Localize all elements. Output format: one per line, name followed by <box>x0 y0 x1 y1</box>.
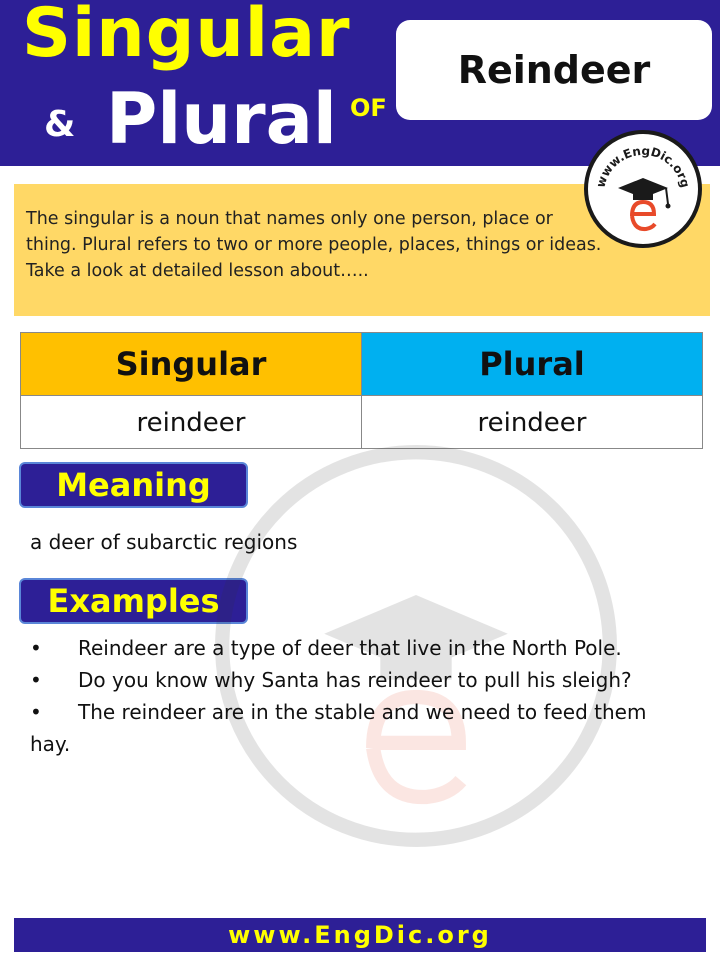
word-title: Reindeer <box>457 48 651 92</box>
title-plural: Plural <box>106 78 337 160</box>
meaning-text: a deer of subarctic regions <box>30 530 298 554</box>
example-text: Do you know why Santa has reindeer to pull his sleigh? <box>78 668 632 692</box>
examples-list <box>30 632 698 760</box>
intro-text: The singular is a noun that names only one person, place or thing. Plural refers to two or more people, places, things or ideas. Take a look at detailed lesson about….. <box>26 209 602 281</box>
example-text: Reindeer are a type of deer that live in the North Pole. <box>78 636 622 660</box>
logo-text: www.EngDic.org <box>593 143 693 190</box>
table-header-singular: Singular <box>21 333 362 395</box>
bullet: • <box>30 700 42 724</box>
list-item <box>30 664 698 696</box>
footer-url: www.EngDic.org <box>228 921 492 949</box>
bullet: • <box>30 636 42 660</box>
meaning-label-text: Meaning <box>56 466 211 504</box>
examples-label-text: Examples <box>47 582 220 620</box>
example-text: The reindeer are in the stable and we need to feed them <box>78 700 647 724</box>
title-ampersand: & <box>44 104 76 145</box>
example-continuation: hay. <box>30 732 71 756</box>
table-cell-plural: reindeer <box>362 395 702 449</box>
graduation-cap-e-icon <box>588 134 698 244</box>
word-box <box>396 20 712 120</box>
engdic-logo <box>584 130 702 248</box>
table-cell-singular: reindeer <box>21 395 362 449</box>
list-item <box>30 696 698 728</box>
title-singular: Singular <box>22 0 351 73</box>
bullet: • <box>30 668 42 692</box>
table-header-plural: Plural <box>362 333 702 395</box>
singular-plural-table <box>20 332 703 449</box>
title-of: OF <box>350 94 387 122</box>
footer-banner <box>14 918 706 952</box>
list-item <box>30 632 698 664</box>
